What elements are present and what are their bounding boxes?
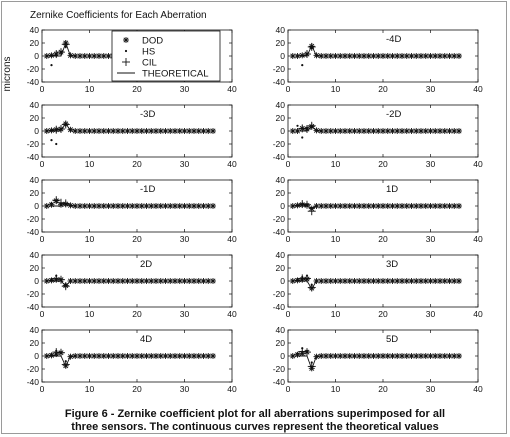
x-tick-label: 30 [425,159,436,169]
point-hs [50,353,52,355]
point-hs [301,64,303,66]
x-tick-label: 30 [425,309,436,319]
x-tick-label: 20 [132,234,142,244]
subplot-4 [273,100,483,169]
subplot-label: 5D [386,334,399,345]
point-dod [44,128,50,134]
y-tick-label: 20 [29,38,39,48]
x-tick-label: 0 [285,234,291,244]
y-tick-label: -40 [26,152,39,162]
y-tick-label: -40 [26,227,39,237]
point-dod [314,127,320,133]
point-dod [49,127,55,133]
x-tick-label: 30 [179,234,190,244]
point-hs [55,143,57,145]
point-dod [44,278,50,284]
point-dod [44,203,50,209]
legend-label: CIL [142,57,157,69]
y-tick-label: -20 [26,139,39,149]
point-dod [299,52,305,58]
y-tick-label: -20 [26,214,39,224]
point-dod [314,52,320,58]
x-tick-label: 10 [330,159,341,169]
x-tick-label: 40 [227,84,237,94]
point-dod [456,128,462,134]
x-tick-label: 0 [285,384,291,394]
y-tick-label: 40 [275,100,285,110]
subplot-6 [273,175,483,244]
point-dod [295,202,301,208]
legend-label: THEORETICAL [142,68,209,80]
y-tick-label: -40 [272,377,285,387]
y-tick-label: 0 [280,276,285,286]
legend-asterisk-icon [123,37,129,43]
x-tick-label: 10 [330,234,341,244]
x-tick-label: 40 [227,309,237,319]
y-tick-label: 20 [275,38,285,48]
subplot-9 [27,325,237,394]
x-tick-label: 20 [378,384,388,394]
point-hs [50,64,52,66]
y-axis-label: microns [2,56,13,92]
point-hs [296,125,298,127]
legend [112,31,220,81]
y-tick-label: -20 [26,64,39,74]
subplot-label: -3D [140,109,156,120]
y-tick-label: 20 [29,113,39,123]
y-tick-label: 0 [280,201,285,211]
point-dod [210,128,216,134]
y-tick-label: -40 [26,377,39,387]
y-tick-label: 40 [275,175,285,185]
point-dod [456,278,462,284]
legend-dot-icon [125,50,127,52]
y-tick-label: 0 [34,276,39,286]
x-tick-label: 30 [179,159,190,169]
point-hs [50,139,52,141]
x-tick-label: 20 [378,159,388,169]
y-tick-label: 20 [275,263,285,273]
subplot-2 [273,25,483,94]
point-hs [50,202,52,204]
y-tick-label: 20 [275,113,285,123]
subplot-label: -4D [386,34,402,45]
y-tick-label: 0 [34,351,39,361]
subplot-label: 3D [386,259,399,270]
x-tick-label: 0 [39,309,45,319]
y-tick-label: -40 [272,227,285,237]
legend-label: DOD [142,35,164,47]
x-tick-label: 0 [285,84,291,94]
y-tick-label: 40 [29,250,39,260]
x-tick-label: 40 [473,384,483,394]
point-dod [456,203,462,209]
point-dod [290,353,296,359]
x-tick-label: 30 [425,84,436,94]
point-hs [301,136,303,138]
x-tick-label: 10 [330,84,341,94]
y-tick-label: 0 [280,126,285,136]
y-tick-label: 0 [34,126,39,136]
x-tick-label: 0 [39,84,45,94]
y-tick-label: 20 [29,338,39,348]
y-tick-label: 40 [275,325,285,335]
x-tick-label: 40 [473,309,483,319]
y-tick-label: 0 [280,51,285,61]
point-dod [295,128,301,134]
subplot-label: 1D [386,184,399,195]
point-hs [296,352,298,354]
x-tick-label: 40 [473,84,483,94]
x-tick-label: 20 [132,309,142,319]
y-tick-label: 40 [275,25,285,35]
subplot-label: 4D [140,334,153,345]
y-tick-label: -20 [272,289,285,299]
x-tick-label: 30 [425,234,436,244]
x-tick-label: 40 [227,234,237,244]
y-tick-label: 0 [34,201,39,211]
subplot-7 [27,250,237,319]
x-tick-label: 20 [378,309,388,319]
y-tick-label: -20 [272,364,285,374]
subplot-8 [273,250,483,319]
y-tick-label: 0 [280,351,285,361]
y-tick-label: -20 [272,64,285,74]
y-tick-label: 40 [29,25,39,35]
y-tick-label: 20 [275,338,285,348]
y-tick-label: 20 [29,188,39,198]
point-dod [295,53,301,59]
x-tick-label: 30 [425,384,436,394]
y-tick-label: -20 [26,364,39,374]
x-tick-label: 40 [473,159,483,169]
x-tick-label: 0 [39,384,45,394]
x-tick-label: 30 [179,84,190,94]
x-tick-label: 0 [285,159,291,169]
x-tick-label: 20 [132,84,142,94]
y-tick-label: -40 [272,152,285,162]
point-dod [290,203,296,209]
point-dod [44,353,50,359]
x-tick-label: 0 [285,309,291,319]
x-tick-label: 20 [378,234,388,244]
x-tick-label: 20 [132,384,142,394]
y-tick-label: -20 [272,214,285,224]
x-tick-label: 0 [39,159,45,169]
x-tick-label: 20 [132,159,142,169]
point-dod [290,278,296,284]
y-tick-label: 20 [275,188,285,198]
subplot-label: 2D [140,259,153,270]
point-dod [210,203,216,209]
x-tick-label: 40 [227,159,237,169]
caption-line-2: three sensors. The continuous curves represent the theoretical values [71,421,439,433]
x-tick-label: 20 [378,84,388,94]
point-dod [456,353,462,359]
y-tick-label: 40 [29,100,39,110]
y-tick-label: 20 [29,263,39,273]
x-tick-label: 10 [84,159,95,169]
subplot-3 [27,100,237,169]
y-tick-label: -20 [26,289,39,299]
x-tick-label: 10 [84,309,95,319]
point-dod [456,53,462,59]
legend-label: HS [142,46,156,58]
figure-caption [60,408,450,434]
y-tick-label: 40 [29,325,39,335]
subplot-label: -2D [386,109,402,120]
x-tick-label: 10 [84,234,95,244]
y-tick-label: -20 [272,139,285,149]
x-tick-label: 10 [330,384,341,394]
point-dod [314,354,320,360]
x-tick-label: 30 [179,384,190,394]
y-tick-label: 40 [29,175,39,185]
y-tick-label: -40 [272,302,285,312]
caption-line-1: Figure 6 - Zernike coefficient plot for all aberrations superimposed for all [64,408,446,420]
point-dod [44,53,50,59]
figure-title: Zernike Coefficients for Each Aberration [30,10,207,21]
x-tick-label: 40 [227,384,237,394]
x-tick-label: 10 [330,309,341,319]
x-tick-label: 10 [84,384,95,394]
point-dod [68,52,74,58]
point-dod [49,52,55,58]
subplot-label: -1D [140,184,156,195]
subplot-10 [273,325,483,394]
y-tick-label: -40 [26,77,39,87]
y-tick-label: 0 [34,51,39,61]
x-tick-label: 10 [84,84,95,94]
x-tick-label: 40 [473,234,483,244]
subplot-grid [27,25,483,394]
point-dod [68,127,74,133]
point-dod [210,353,216,359]
point-dod [68,354,74,360]
subplot-5 [27,175,237,244]
point-dod [210,278,216,284]
y-tick-label: 40 [275,250,285,260]
y-tick-label: -40 [272,77,285,87]
x-tick-label: 0 [39,234,45,244]
x-tick-label: 30 [179,309,190,319]
y-tick-label: -40 [26,302,39,312]
